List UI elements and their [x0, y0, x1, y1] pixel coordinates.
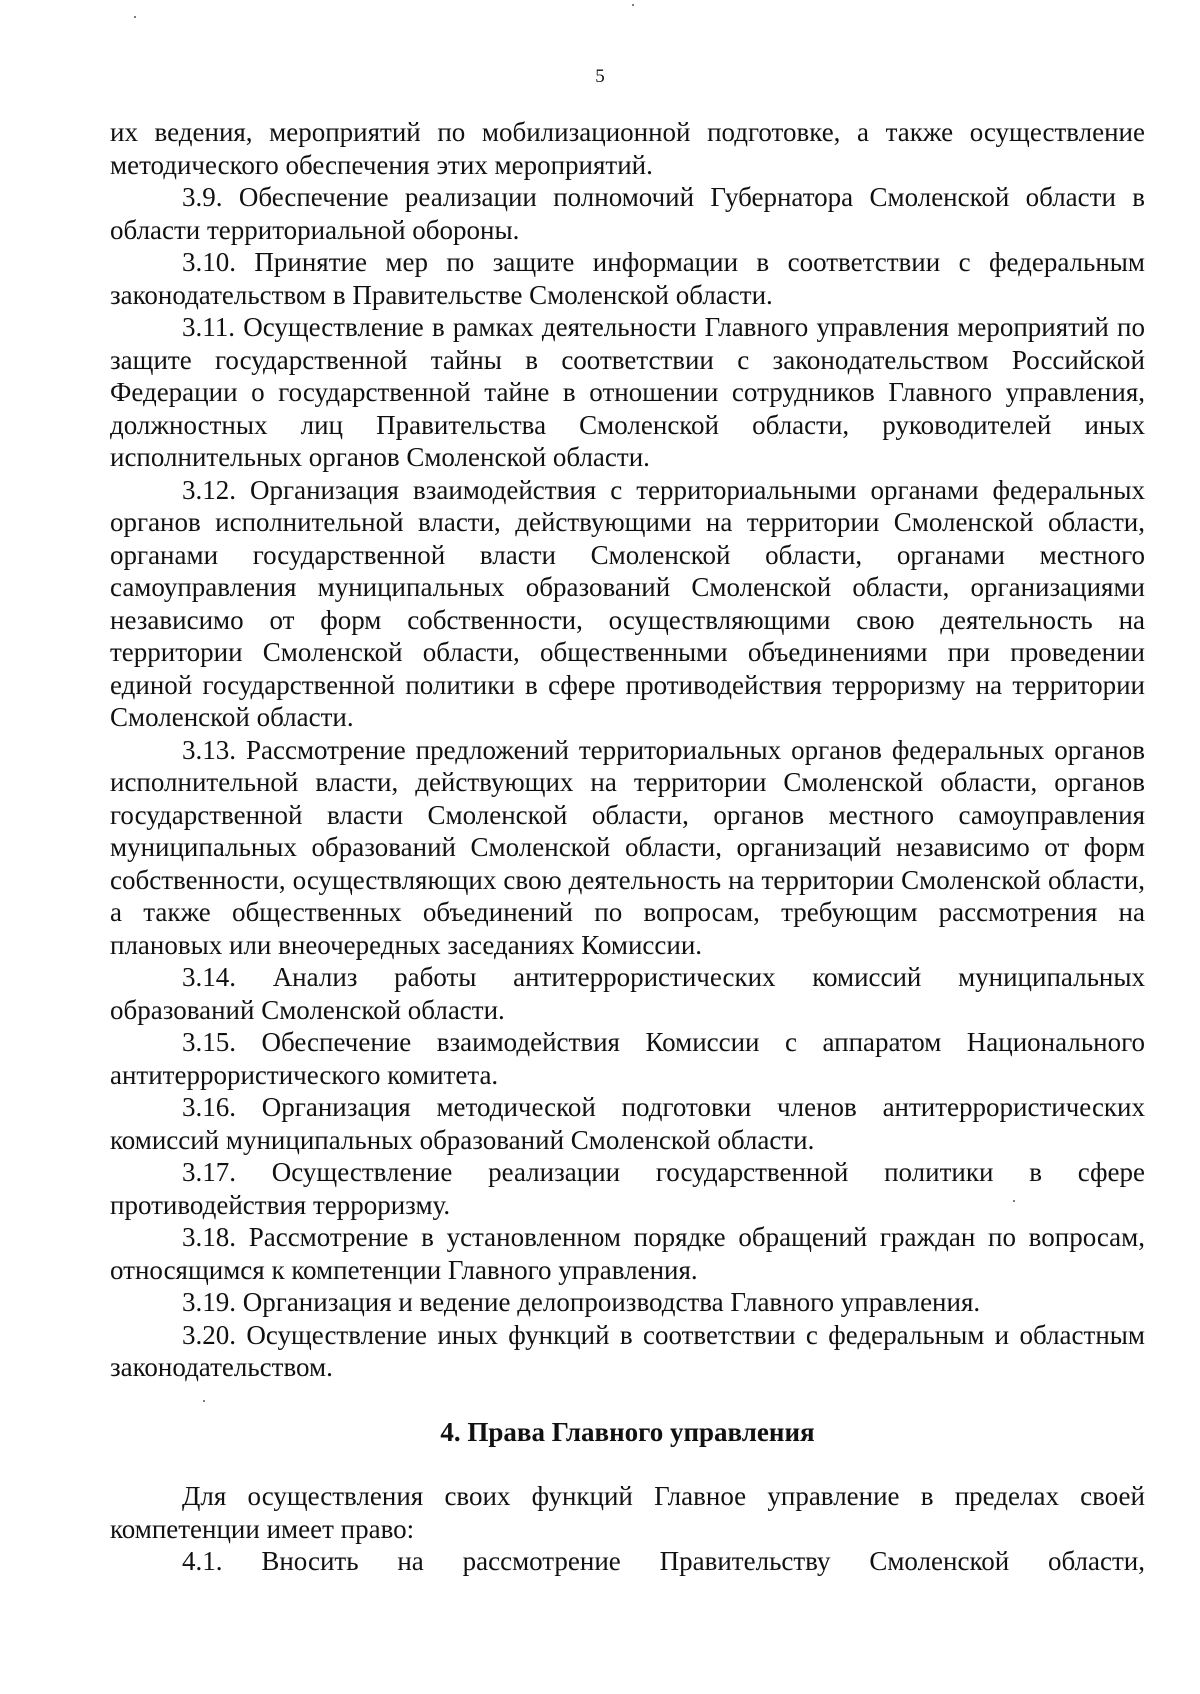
scan-speck — [1013, 1200, 1015, 1202]
scan-speck — [203, 1400, 205, 1402]
paragraph-rights-intro: Для осуществления своих функций Главное управление в пределах своей компетенции имеет право: — [110, 1481, 1145, 1544]
paragraph-3-9: 3.9. Обеспечение реализации полномочий Губернатора Смоленской области в области территориальной обороны. — [110, 182, 1145, 245]
section-title: 4. Права Главного управления — [440, 1416, 815, 1447]
paragraph-continuation: их ведения, мероприятий по мобилизационной подготовке, а также осуществление методического обеспечения этих мероприятий. — [110, 117, 1145, 180]
document-body — [110, 116, 1145, 1578]
paragraph-3-14: 3.14. Анализ работы антитеррористических комиссий муниципальных образований Смоленской области. — [110, 962, 1145, 1025]
paragraph-3-10: 3.10. Принятие мер по защите информации в соответствии с федеральным законодательством в Правительстве Смоленской области. — [110, 247, 1145, 310]
paragraph-3-19: 3.19. Организация и ведение делопроизводства Главного управления. — [182, 1287, 981, 1317]
paragraph-3-13: 3.13. Рассмотрение предложений территориальных органов федеральных органов исполнительной власти, действующих на территории Смоленской области, органов государственной власти Смоленской области, органов местного самоуправления муниципальных образований Смоленской области, организаций независимо от форм собственности, осуществляющих свою деятельность на территории Смоленской области, а также общественных объединений по вопросам, требующим рассмотрения на плановых или внеочередных заседаниях Комиссии. — [110, 734, 1145, 960]
paragraph-3-18: 3.18. Рассмотрение в установленном порядке обращений граждан по вопросам, относящимся к компетенции Главного управления. — [110, 1222, 1145, 1285]
paragraph-3-11: 3.11. Осуществление в рамках деятельности Главного управления мероприятий по защите государственной тайны в соответствии с законодательством Российской Федерации о государственной тайне в отношении сотрудников Главного управления, должностных лиц Правительства Смоленской области, руководителей иных исполнительных органов Смоленской области. — [110, 312, 1145, 472]
paragraph-3-16: 3.16. Организация методической подготовки членов антитеррористических комиссий муниципальных образований Смоленской области. — [110, 1092, 1145, 1155]
paragraph-3-20: 3.20. Осуществление иных функций в соответствии с федеральным и областным законодательством. — [110, 1319, 1145, 1382]
scan-speck — [632, 4, 634, 6]
paragraph-3-17: 3.17. Осуществление реализации государственной политики в сфере противодействия терроризму. — [110, 1157, 1145, 1220]
page-number: 5 — [595, 66, 605, 87]
paragraph-3-12: 3.12. Организация взаимодействия с территориальными органами федеральных органов исполнительной власти, действующими на территории Смоленской области, органами государственной власти Смоленской области, органами местного самоуправления муниципальных образований Смоленской области, организациями независимо от форм собственности, осуществляющими свою деятельность на территории Смоленской области, общественными объединениями при проведении единой государственной политики в сфере противодействия терроризму на территории Смоленской области. — [110, 474, 1145, 732]
scan-speck — [134, 16, 136, 18]
paragraph-3-15: 3.15. Обеспечение взаимодействия Комиссии с аппаратом Национального антитеррористического комитета. — [110, 1027, 1145, 1090]
paragraph-4-1: 4.1. Вносить на рассмотрение Правительству Смоленской области, — [182, 1546, 1145, 1576]
